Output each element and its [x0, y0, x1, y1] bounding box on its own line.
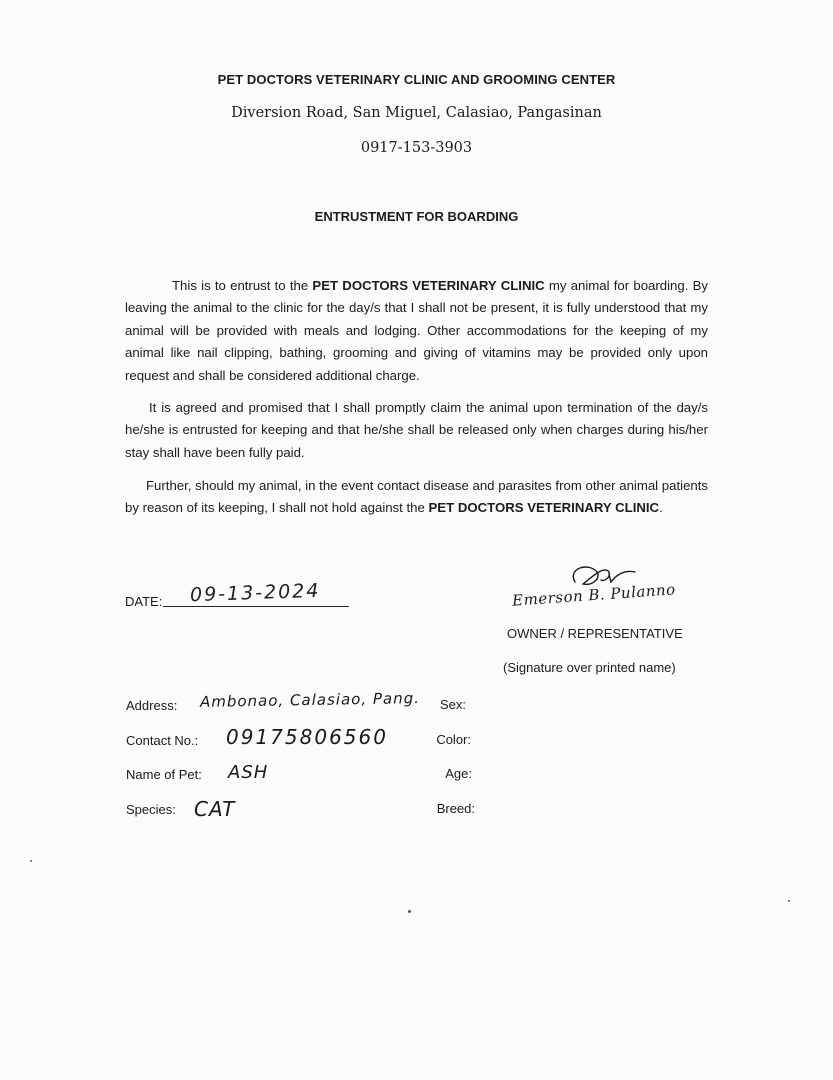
owner-representative-label: OWNER / REPRESENTATIVE — [507, 626, 683, 641]
contact-value: 09175806560 — [226, 725, 388, 749]
paragraph-entrust — [125, 275, 708, 387]
paragraph-agreement: It is agreed and promised that I shall promptly claim the animal upon termination of the day/s he/she is entrusted for keeping and that he/she shall be released only when charges during his/her stay shall have been fully paid. — [125, 400, 708, 460]
paper-speck — [30, 860, 32, 862]
date-handwritten-value: 09-13-2024 — [189, 579, 321, 607]
p3-text-c: . — [659, 500, 663, 516]
signature-printed-name: Emerson B. Pulanno — [511, 580, 677, 610]
p1-clinic-name: PET DOCTORS VETERINARY CLINIC — [312, 278, 545, 293]
p1-text-c: my animal for boarding. By leaving the animal to the clinic for the day/s that I shall not be present, it is fully understood that my animal will be provided with meals and lodging. Other accommodations for the keeping of my animal like nail clipping, bathing, grooming and giving of vitamins may be provided only upon request and shall be considered additional charge. — [125, 278, 708, 383]
p1-text-a: This is to entrust to the — [172, 278, 313, 293]
age-label: Age: — [445, 766, 472, 781]
address-label: Address: — [126, 698, 178, 713]
sex-label: Sex: — [439, 697, 466, 712]
paragraph-liability — [125, 475, 708, 520]
pet-name-label: Name of Pet: — [126, 767, 202, 782]
p3-text-a: Further, should my animal, in the event contact disease and parasites from other animal patients by reason of its keeping, I shall not hold against the — [125, 478, 708, 516]
date-label: DATE: — [125, 594, 163, 609]
paper-speck — [408, 910, 411, 913]
contact-label: Contact No.: — [126, 733, 199, 748]
signature-note: (Signature over printed name) — [503, 660, 676, 675]
species-value: CAT — [194, 797, 236, 821]
breed-label: Breed: — [436, 801, 475, 816]
p3-clinic-name: PET DOCTORS VETERINARY CLINIC — [428, 500, 660, 516]
document-title: ENTRUSTMENT FOR BOARDING — [314, 209, 519, 224]
clinic-name: PET DOCTORS VETERINARY CLINIC AND GROOMING CENTER — [217, 72, 616, 87]
clinic-phone: 0917-153-3903 — [360, 140, 473, 156]
paper-speck — [788, 900, 790, 902]
address-value: Ambonao, Calasiao, Pang. — [199, 689, 421, 711]
clinic-address: Diversion Road, San Miguel, Calasiao, Pangasinan — [231, 105, 602, 121]
species-label: Species: — [126, 802, 176, 817]
color-label: Color: — [436, 732, 471, 747]
pet-name-value: ASH — [228, 762, 269, 783]
